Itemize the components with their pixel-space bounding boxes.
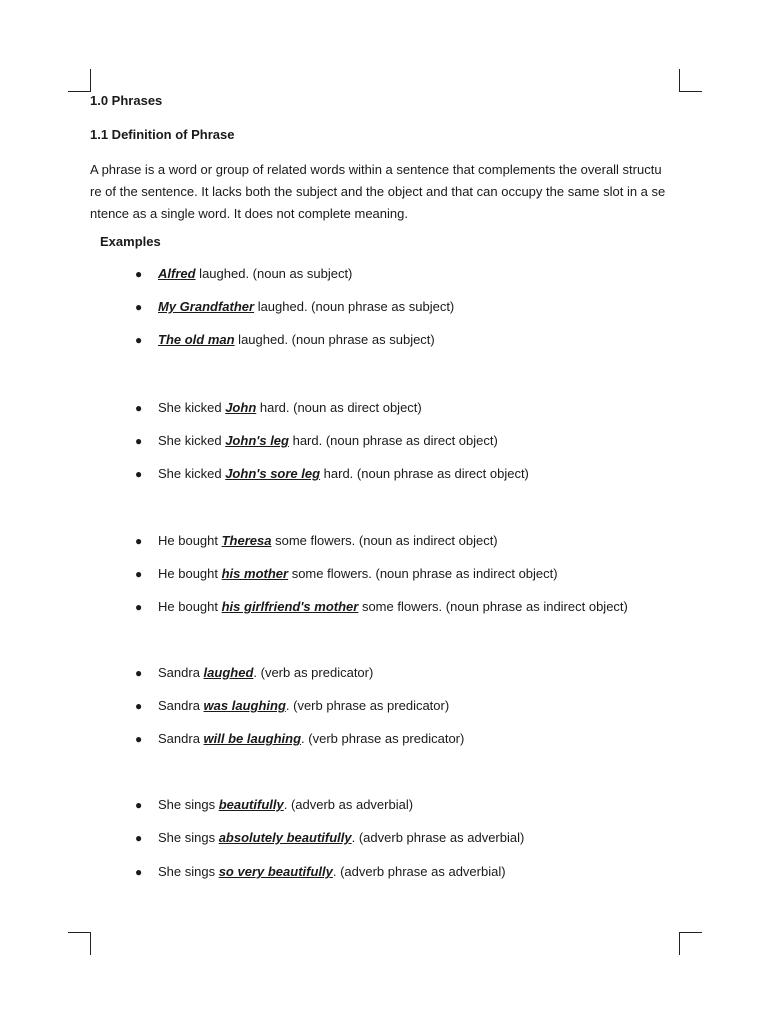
phrase-highlight: so very beautifully [218, 864, 333, 879]
paragraph-line: ntence as a single word. It does not complete meaning. [90, 206, 408, 221]
sentence-end: . (adverb as adverbial) [283, 797, 414, 812]
list-item [135, 566, 558, 581]
sentence-start: Sandra [158, 665, 204, 680]
bullet-icon: ● [135, 467, 143, 481]
phrase-highlight: his mother [221, 566, 289, 581]
list-item [135, 797, 413, 812]
bullet-icon: ● [135, 831, 143, 845]
examples-label: Examples [100, 234, 161, 249]
sentence-end: hard. (noun phrase as direct object) [320, 466, 529, 481]
sentence-start: She kicked [158, 433, 226, 448]
bullet-icon: ● [135, 732, 143, 746]
list-item [135, 830, 524, 845]
list-item [135, 698, 449, 713]
sentence-end: laughed. (noun phrase as subject) [234, 332, 435, 347]
sentence-start: She sings [158, 864, 219, 879]
sentence-end: . (adverb phrase as adverbial) [332, 864, 506, 879]
bullet-icon: ● [135, 401, 143, 415]
phrase-highlight: John's sore leg [225, 466, 321, 481]
sentence-start: He bought [158, 599, 222, 614]
sentence-end: . (verb as predicator) [253, 665, 374, 680]
bullet-icon: ● [135, 666, 143, 680]
bullet-icon: ● [135, 300, 143, 314]
sentence-end: laughed. (noun as subject) [195, 266, 353, 281]
sentence-end: . (adverb phrase as adverbial) [351, 830, 525, 845]
sentence-end: hard. (noun phrase as direct object) [288, 433, 498, 448]
list-item [135, 433, 498, 448]
phrase-highlight: beautifully [218, 797, 284, 812]
bullet-icon: ● [135, 699, 143, 713]
bullet-icon: ● [135, 865, 143, 879]
list-item [135, 266, 352, 281]
sentence-end: . (verb phrase as predicator) [301, 731, 465, 746]
phrase-highlight: The old man [158, 332, 235, 347]
bullet-icon: ● [135, 267, 143, 281]
heading-definition: 1.1 Definition of Phrase [90, 127, 235, 142]
bullet-icon: ● [135, 534, 143, 548]
phrase-highlight: absolutely beautifully [218, 830, 352, 845]
sentence-start: He bought [158, 533, 222, 548]
crop-mark-top-right [679, 69, 702, 92]
bullet-icon: ● [135, 333, 143, 347]
list-item [135, 665, 373, 680]
sentence-end: some flowers. (noun phrase as indirect object) [288, 566, 558, 581]
phrase-highlight: Theresa [221, 533, 272, 548]
list-item [135, 599, 628, 614]
list-item [135, 400, 422, 415]
bullet-icon: ● [135, 798, 143, 812]
crop-mark-top-left [68, 69, 91, 92]
phrase-highlight: My Grandfather [158, 299, 255, 314]
list-item [135, 332, 435, 347]
list-item [135, 299, 454, 314]
sentence-start: Sandra [158, 698, 204, 713]
sentence-end: some flowers. (noun as indirect object) [271, 533, 498, 548]
list-item [135, 731, 464, 746]
list-item [135, 533, 498, 548]
phrase-highlight: will be laughing [203, 731, 302, 746]
bullet-icon: ● [135, 434, 143, 448]
definition-paragraph [90, 159, 682, 225]
sentence-start: She sings [158, 830, 219, 845]
sentence-end: . (verb phrase as predicator) [285, 698, 450, 713]
phrase-highlight: Alfred [158, 266, 196, 281]
sentence-end: hard. (noun as direct object) [256, 400, 422, 415]
sentence-start: She kicked [158, 400, 226, 415]
phrase-highlight: John's leg [225, 433, 289, 448]
crop-mark-bottom-right [679, 932, 702, 955]
phrase-highlight: laughed [203, 665, 254, 680]
sentence-start: She sings [158, 797, 219, 812]
phrase-highlight: John [225, 400, 257, 415]
phrase-highlight: was laughing [203, 698, 286, 713]
bullet-icon: ● [135, 567, 143, 581]
sentence-start: He bought [158, 566, 222, 581]
crop-mark-bottom-left [68, 932, 91, 955]
list-item [135, 466, 529, 481]
sentence-start: Sandra [158, 731, 204, 746]
sentence-start: She kicked [158, 466, 226, 481]
heading-phrases: 1.0 Phrases [90, 93, 163, 108]
phrase-highlight: his girlfriend's mother [221, 599, 359, 614]
list-item [135, 864, 506, 879]
paragraph-line: re of the sentence. It lacks both the subject and the object and that can occupy the same slot in a se [90, 184, 666, 199]
sentence-end: laughed. (noun phrase as subject) [254, 299, 455, 314]
sentence-end: some flowers. (noun phrase as indirect object) [358, 599, 628, 614]
bullet-icon: ● [135, 600, 143, 614]
paragraph-line: A phrase is a word or group of related words within a sentence that complements the overall structu [90, 162, 662, 177]
